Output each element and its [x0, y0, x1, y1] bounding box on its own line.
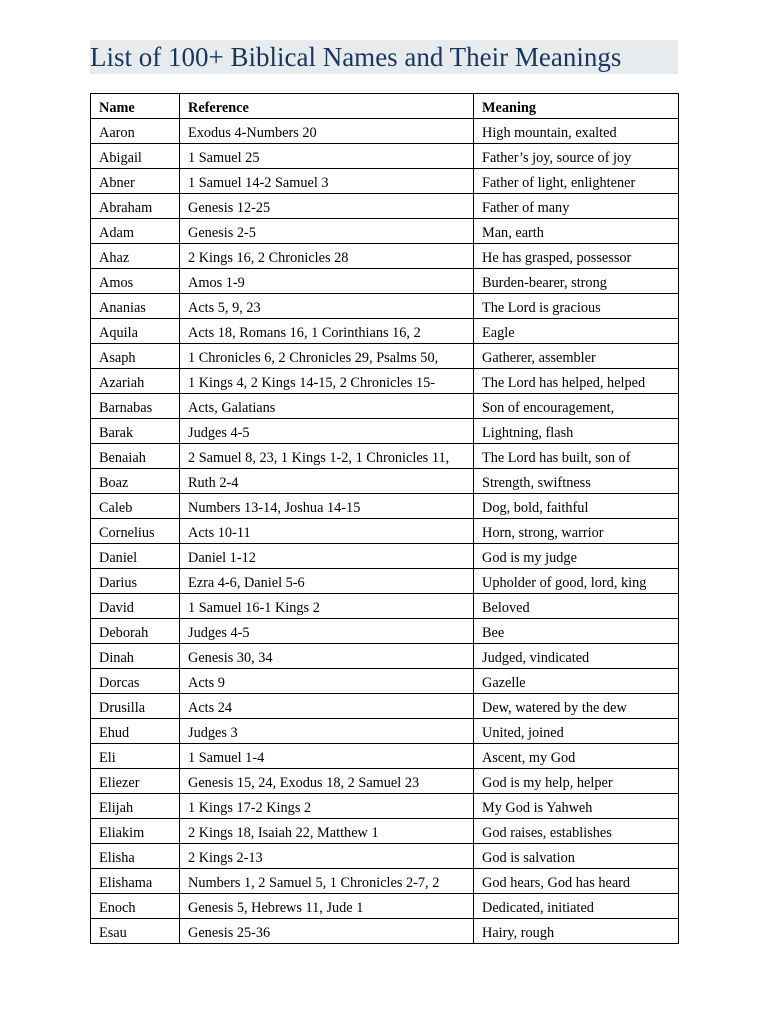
name-cell-text: Adam — [99, 225, 134, 241]
name-cell — [91, 269, 180, 294]
meaning-cell-text: God is salvation — [482, 850, 575, 866]
reference-cell-text: Genesis 12-25 — [188, 200, 271, 216]
name-cell-text: Eliakim — [99, 825, 145, 841]
table-row — [91, 344, 679, 369]
meaning-cell-text: My God is Yahweh — [482, 800, 593, 816]
reference-cell-text: Acts 9 — [188, 675, 225, 691]
name-cell-text: Boaz — [99, 475, 129, 491]
table-row — [91, 644, 679, 669]
meaning-cell-text: Gazelle — [482, 675, 526, 691]
table-row — [91, 619, 679, 644]
reference-cell-text: Acts 18, Romans 16, 1 Corinthians 16, 2 — [188, 325, 421, 341]
name-cell — [91, 794, 180, 819]
reference-cell — [180, 294, 474, 319]
reference-cell-text: 1 Samuel 16-1 Kings 2 — [188, 600, 320, 616]
table-row — [91, 294, 679, 319]
name-cell-text: Elisha — [99, 850, 135, 866]
meaning-cell — [474, 394, 679, 419]
name-cell-text: Aaron — [99, 125, 135, 141]
table-row — [91, 194, 679, 219]
meaning-cell-text: Eagle — [482, 325, 515, 341]
name-cell — [91, 194, 180, 219]
reference-cell — [180, 919, 474, 944]
meaning-cell — [474, 169, 679, 194]
meaning-cell — [474, 569, 679, 594]
reference-cell-text: Ezra 4-6, Daniel 5-6 — [188, 575, 305, 591]
meaning-cell — [474, 594, 679, 619]
meaning-cell — [474, 294, 679, 319]
name-cell-text: Amos — [99, 275, 134, 291]
table-row — [91, 244, 679, 269]
name-cell-text: Elishama — [99, 875, 153, 891]
name-cell — [91, 569, 180, 594]
table-row — [91, 794, 679, 819]
reference-cell — [180, 469, 474, 494]
name-cell-text: Abigail — [99, 150, 142, 166]
reference-cell — [180, 319, 474, 344]
reference-cell — [180, 894, 474, 919]
reference-cell — [180, 444, 474, 469]
reference-cell-text: 2 Samuel 8, 23, 1 Kings 1-2, 1 Chronicles 11, — [188, 450, 450, 466]
name-cell-text: Daniel — [99, 550, 138, 566]
reference-cell — [180, 344, 474, 369]
meaning-cell-text: Father of light, enlightener — [482, 175, 636, 191]
table-row — [91, 144, 679, 169]
reference-cell — [180, 219, 474, 244]
name-cell-text: Caleb — [99, 500, 133, 516]
reference-cell-text: 1 Kings 17-2 Kings 2 — [188, 800, 312, 816]
table-row — [91, 319, 679, 344]
name-cell — [91, 119, 180, 144]
meaning-cell-text: Father of many — [482, 200, 570, 216]
column-header-reference — [180, 94, 474, 119]
meaning-cell-text: Gatherer, assembler — [482, 350, 596, 366]
name-cell-text: Enoch — [99, 900, 136, 916]
table-row — [91, 169, 679, 194]
name-cell — [91, 469, 180, 494]
reference-cell-text: Judges 3 — [188, 725, 238, 741]
reference-cell — [180, 119, 474, 144]
meaning-cell — [474, 519, 679, 544]
meaning-cell-text: Hairy, rough — [482, 925, 555, 941]
column-header-reference-label: Reference — [188, 100, 249, 116]
reference-cell — [180, 169, 474, 194]
reference-cell-text: 1 Kings 4, 2 Kings 14-15, 2 Chronicles 15- — [188, 375, 436, 391]
reference-cell — [180, 694, 474, 719]
reference-cell-text: 1 Samuel 1-4 — [188, 750, 265, 766]
reference-cell-text: Genesis 5, Hebrews 11, Jude 1 — [188, 900, 364, 916]
meaning-cell-text: Bee — [482, 625, 505, 641]
table-row — [91, 769, 679, 794]
meaning-cell — [474, 619, 679, 644]
meaning-cell — [474, 844, 679, 869]
reference-cell — [180, 494, 474, 519]
meaning-cell-text: God is my judge — [482, 550, 577, 566]
table-row — [91, 894, 679, 919]
name-cell — [91, 919, 180, 944]
title-banner — [90, 40, 678, 74]
meaning-cell-text: Upholder of good, lord, king — [482, 575, 647, 591]
table-row — [91, 669, 679, 694]
meaning-cell-text: Ascent, my God — [482, 750, 576, 766]
reference-cell — [180, 819, 474, 844]
table-row — [91, 594, 679, 619]
meaning-cell-text: Lightning, flash — [482, 425, 574, 441]
table-row — [91, 919, 679, 944]
meaning-cell-text: Strength, swiftness — [482, 475, 591, 491]
meaning-cell — [474, 369, 679, 394]
meaning-cell — [474, 769, 679, 794]
reference-cell-text: Ruth 2-4 — [188, 475, 239, 491]
name-cell — [91, 294, 180, 319]
name-cell — [91, 519, 180, 544]
table-row — [91, 569, 679, 594]
meaning-cell-text: Judged, vindicated — [482, 650, 590, 666]
name-cell — [91, 494, 180, 519]
name-cell-text: Abraham — [99, 200, 153, 216]
column-header-name — [91, 94, 180, 119]
reference-cell — [180, 419, 474, 444]
reference-cell — [180, 719, 474, 744]
meaning-cell — [474, 494, 679, 519]
meaning-cell — [474, 419, 679, 444]
meaning-cell-text: Dog, bold, faithful — [482, 500, 589, 516]
reference-cell-text: Acts 5, 9, 23 — [188, 300, 261, 316]
reference-cell — [180, 269, 474, 294]
meaning-cell-text: The Lord has built, son of — [482, 450, 631, 466]
name-cell-text: Abner — [99, 175, 135, 191]
meaning-cell-text: United, joined — [482, 725, 564, 741]
reference-cell — [180, 869, 474, 894]
column-header-meaning — [474, 94, 679, 119]
meaning-cell — [474, 894, 679, 919]
name-cell — [91, 419, 180, 444]
name-cell — [91, 894, 180, 919]
name-cell — [91, 694, 180, 719]
reference-cell — [180, 594, 474, 619]
name-cell — [91, 219, 180, 244]
biblical-names-table — [90, 93, 679, 944]
meaning-cell — [474, 869, 679, 894]
table-row — [91, 269, 679, 294]
reference-cell — [180, 794, 474, 819]
column-header-meaning-label: Meaning — [482, 100, 537, 116]
meaning-cell-text: God raises, establishes — [482, 825, 612, 841]
reference-cell-text: Genesis 25-36 — [188, 925, 271, 941]
meaning-cell — [474, 469, 679, 494]
name-cell-text: Benaiah — [99, 450, 146, 466]
meaning-cell-text: Father’s joy, source of joy — [482, 150, 632, 166]
meaning-cell — [474, 544, 679, 569]
meaning-cell-text: Horn, strong, warrior — [482, 525, 604, 541]
name-cell-text: Dorcas — [99, 675, 140, 691]
meaning-cell — [474, 644, 679, 669]
reference-cell-text: Acts 10-11 — [188, 525, 251, 541]
reference-cell-text: 1 Samuel 25 — [188, 150, 260, 166]
reference-cell — [180, 744, 474, 769]
name-cell — [91, 619, 180, 644]
meaning-cell — [474, 819, 679, 844]
name-cell — [91, 744, 180, 769]
meaning-cell-text: God hears, God has heard — [482, 875, 631, 891]
meaning-cell — [474, 744, 679, 769]
meaning-cell-text: Son of encouragement, — [482, 400, 615, 416]
name-cell-text: Asaph — [99, 350, 136, 366]
name-cell — [91, 319, 180, 344]
reference-cell-text: Amos 1-9 — [188, 275, 245, 291]
name-cell-text: Ehud — [99, 725, 130, 741]
name-cell-text: Deborah — [99, 625, 149, 641]
reference-cell — [180, 194, 474, 219]
name-cell — [91, 144, 180, 169]
meaning-cell-text: Dedicated, initiated — [482, 900, 594, 916]
meaning-cell — [474, 444, 679, 469]
reference-cell — [180, 544, 474, 569]
header-row — [91, 94, 679, 119]
meaning-cell — [474, 344, 679, 369]
table-row — [91, 119, 679, 144]
reference-cell — [180, 669, 474, 694]
meaning-cell — [474, 269, 679, 294]
name-cell-text: Ananias — [99, 300, 146, 316]
reference-cell-text: Genesis 30, 34 — [188, 650, 273, 666]
table-row — [91, 494, 679, 519]
reference-cell-text: Genesis 2-5 — [188, 225, 256, 241]
reference-cell-text: 2 Kings 2-13 — [188, 850, 263, 866]
meaning-cell — [474, 794, 679, 819]
name-cell — [91, 669, 180, 694]
name-cell — [91, 769, 180, 794]
table-row — [91, 394, 679, 419]
meaning-cell-text: Man, earth — [482, 225, 544, 241]
table-row — [91, 519, 679, 544]
reference-cell-text: Exodus 4-Numbers 20 — [188, 125, 317, 141]
meaning-cell — [474, 669, 679, 694]
reference-cell-text: 1 Samuel 14-2 Samuel 3 — [188, 175, 329, 191]
meaning-cell-text: He has grasped, possessor — [482, 250, 632, 266]
name-cell-text: Ahaz — [99, 250, 130, 266]
reference-cell-text: Numbers 1, 2 Samuel 5, 1 Chronicles 2-7, 2 — [188, 875, 440, 891]
name-cell-text: Eli — [99, 750, 116, 766]
reference-cell — [180, 144, 474, 169]
name-cell-text: Drusilla — [99, 700, 146, 716]
reference-cell-text: Acts 24 — [188, 700, 233, 716]
reference-cell — [180, 244, 474, 269]
reference-cell-text: 2 Kings 18, Isaiah 22, Matthew 1 — [188, 825, 379, 841]
table-row — [91, 719, 679, 744]
name-cell — [91, 244, 180, 269]
meaning-cell — [474, 319, 679, 344]
name-cell-text: Dinah — [99, 650, 134, 666]
name-cell — [91, 844, 180, 869]
meaning-cell — [474, 119, 679, 144]
reference-cell-text: Numbers 13-14, Joshua 14-15 — [188, 500, 361, 516]
meaning-cell-text: Beloved — [482, 600, 530, 616]
name-cell — [91, 344, 180, 369]
reference-cell — [180, 519, 474, 544]
table-row — [91, 744, 679, 769]
reference-cell — [180, 619, 474, 644]
reference-cell — [180, 569, 474, 594]
table-header — [91, 94, 679, 119]
meaning-cell — [474, 694, 679, 719]
reference-cell-text: Judges 4-5 — [188, 425, 250, 441]
meaning-cell — [474, 919, 679, 944]
reference-cell — [180, 644, 474, 669]
name-cell — [91, 719, 180, 744]
name-cell-text: Darius — [99, 575, 138, 591]
meaning-cell-text: High mountain, exalted — [482, 125, 617, 141]
name-cell — [91, 444, 180, 469]
meaning-cell — [474, 719, 679, 744]
reference-cell — [180, 844, 474, 869]
meaning-cell-text: Dew, watered by the dew — [482, 700, 627, 716]
name-cell — [91, 394, 180, 419]
reference-cell-text: Acts, Galatians — [188, 400, 276, 416]
table-row — [91, 469, 679, 494]
meaning-cell — [474, 219, 679, 244]
name-cell — [91, 169, 180, 194]
name-cell-text: Esau — [99, 925, 127, 941]
name-cell — [91, 369, 180, 394]
meaning-cell-text: Burden-bearer, strong — [482, 275, 607, 291]
reference-cell-text: Daniel 1-12 — [188, 550, 256, 566]
meaning-cell — [474, 144, 679, 169]
table-body — [91, 119, 679, 944]
name-cell-text: Aquila — [99, 325, 138, 341]
reference-cell-text: 2 Kings 16, 2 Chronicles 28 — [188, 250, 349, 266]
meaning-cell-text: God is my help, helper — [482, 775, 613, 791]
name-cell-text: David — [99, 600, 134, 616]
table-row — [91, 694, 679, 719]
page-title: List of 100+ Biblical Names and Their Meanings — [90, 42, 622, 72]
column-header-name-label: Name — [99, 100, 135, 116]
table-row — [91, 444, 679, 469]
meaning-cell — [474, 244, 679, 269]
reference-cell — [180, 369, 474, 394]
name-cell — [91, 594, 180, 619]
meaning-cell — [474, 194, 679, 219]
table-row — [91, 869, 679, 894]
meaning-cell-text: The Lord has helped, helped — [482, 375, 646, 391]
name-cell-text: Eliezer — [99, 775, 140, 791]
name-cell — [91, 869, 180, 894]
name-cell-text: Barnabas — [99, 400, 153, 416]
reference-cell-text: 1 Chronicles 6, 2 Chronicles 29, Psalms 50, — [188, 350, 439, 366]
name-cell-text: Elijah — [99, 800, 134, 816]
name-cell — [91, 544, 180, 569]
table-row — [91, 844, 679, 869]
name-cell — [91, 819, 180, 844]
table-row — [91, 544, 679, 569]
name-cell-text: Azariah — [99, 375, 145, 391]
table-row — [91, 419, 679, 444]
table-row — [91, 219, 679, 244]
table-row — [91, 369, 679, 394]
name-cell-text: Cornelius — [99, 525, 155, 541]
reference-cell-text: Genesis 15, 24, Exodus 18, 2 Samuel 23 — [188, 775, 420, 791]
reference-cell — [180, 394, 474, 419]
reference-cell — [180, 769, 474, 794]
table-row — [91, 819, 679, 844]
meaning-cell-text: The Lord is gracious — [482, 300, 601, 316]
name-cell — [91, 644, 180, 669]
reference-cell-text: Judges 4-5 — [188, 625, 250, 641]
name-cell-text: Barak — [99, 425, 134, 441]
